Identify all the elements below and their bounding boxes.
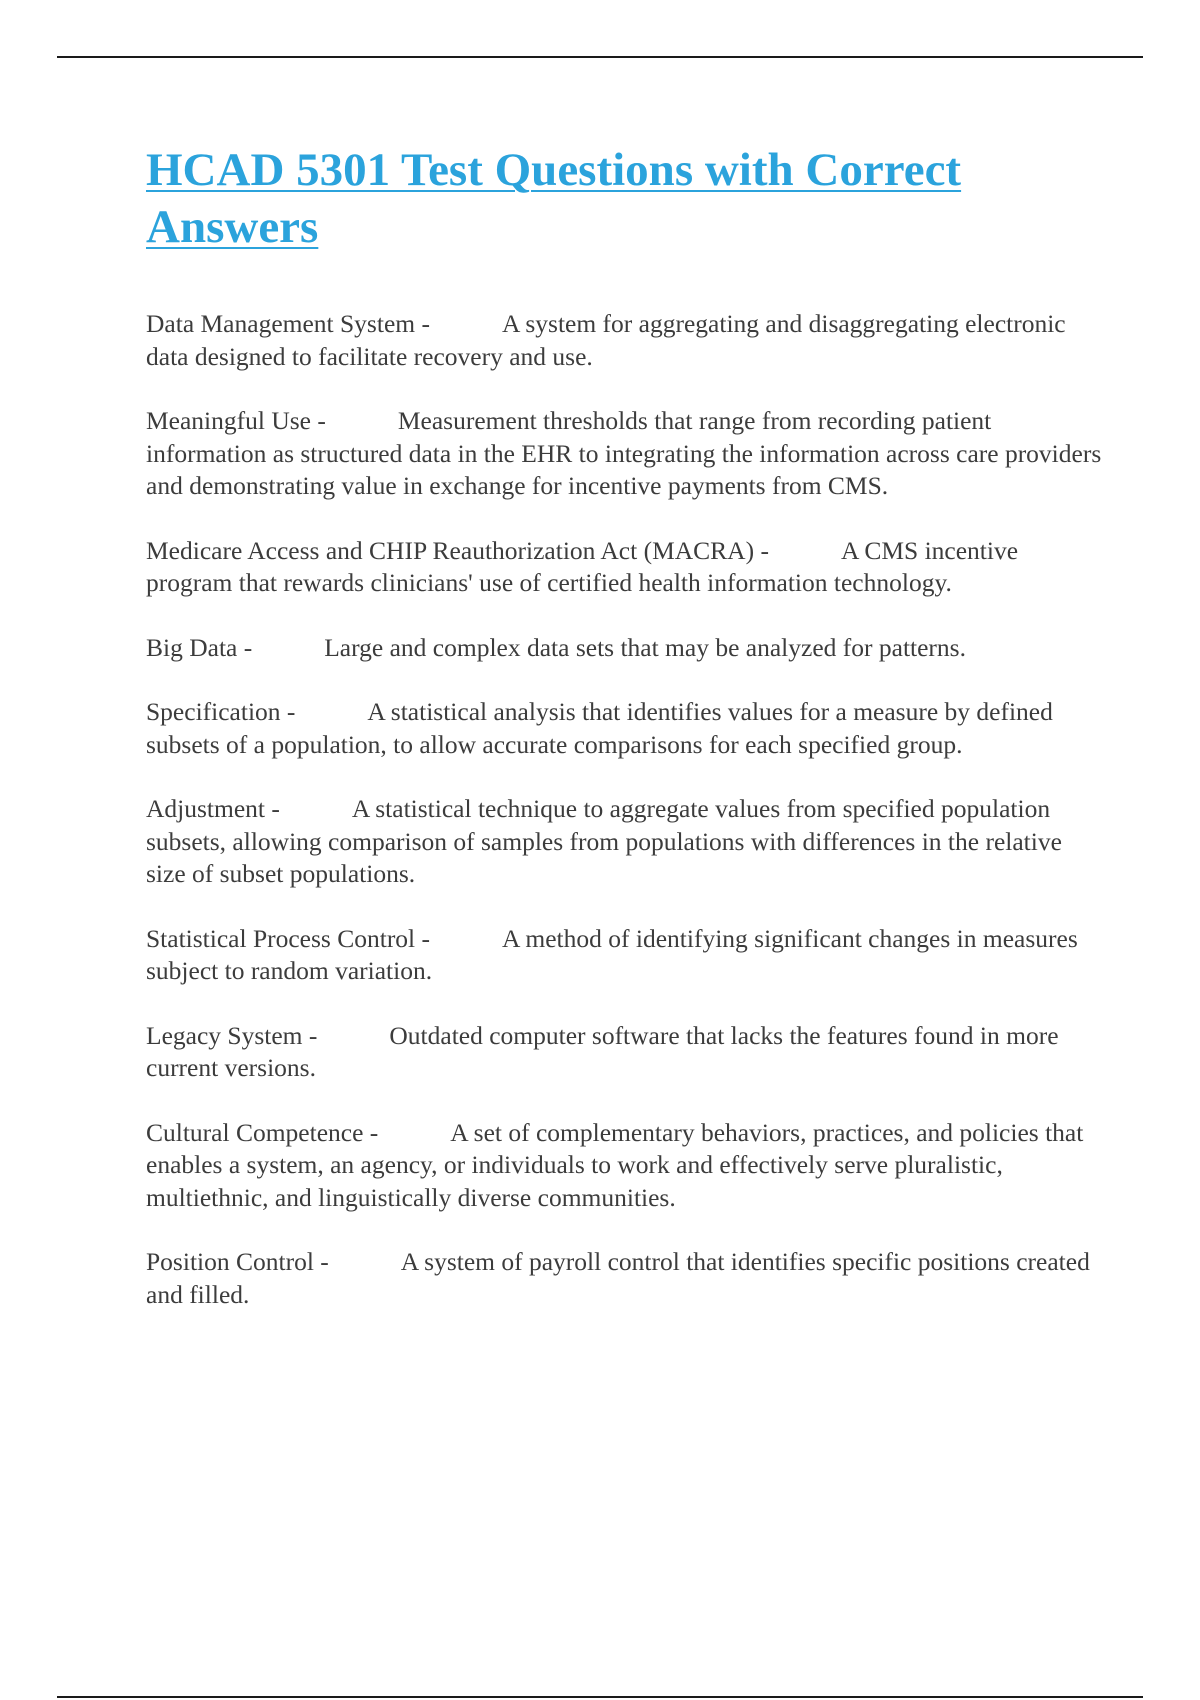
glossary-entry (146, 535, 1106, 600)
entry-definition: A method of identifying significant changes in measures subject to random variation. (146, 923, 1078, 985)
entry-term: Cultural Competence - (146, 1117, 379, 1147)
glossary-entry (146, 308, 1106, 373)
glossary-list (146, 308, 1106, 1343)
glossary-entry (146, 1117, 1106, 1215)
bottom-rule (57, 1696, 1143, 1698)
glossary-entry (146, 793, 1106, 891)
entry-term: Medicare Access and CHIP Reauthorization Act (MACRA) - (146, 535, 769, 565)
entry-term: Meaningful Use - (146, 406, 326, 435)
glossary-entry (146, 696, 1106, 761)
glossary-entry (146, 632, 1106, 665)
entry-definition: Large and complex data sets that may be analyzed for patterns. (324, 632, 966, 662)
entry-term: Legacy System - (146, 1020, 318, 1050)
entry-definition: A set of complementary behaviors, practices, and policies that enables a system, an agency, or individuals to work and effectively serve pluralistic, multiethnic, and linguistically diverse communities. (146, 1117, 1084, 1212)
entry-definition: A statistical analysis that identifies values for a measure by defined subsets of a population, to allow accurate comparisons for each specified group. (146, 697, 1053, 759)
glossary-entry (146, 1020, 1106, 1085)
entry-definition: A system for aggregating and disaggregating electronic data designed to facilitate recovery and use. (146, 309, 1066, 371)
entry-definition: Measurement thresholds that range from recording patient information as structured data in the EHR to integrating the information across care providers and demonstrating value in exchange for incentive payments from CMS. (146, 406, 1102, 500)
glossary-entry (146, 923, 1106, 988)
glossary-entry (146, 1246, 1106, 1311)
entry-definition: A CMS incentive program that rewards clinicians' use of certified health information technology. (146, 535, 1019, 597)
entry-definition: Outdated computer software that lacks the features found in more current versions. (146, 1020, 1059, 1082)
page-title[interactable]: HCAD 5301 Test Questions with Correct Answers (146, 144, 962, 253)
entry-term: Adjustment - (146, 794, 280, 823)
entry-term: Statistical Process Control - (146, 923, 431, 953)
entry-term: Big Data - (146, 632, 253, 662)
top-rule (57, 56, 1143, 58)
entry-definition: A system of payroll control that identifies specific positions created and filled. (146, 1247, 1090, 1309)
entry-term: Data Management System - (146, 309, 430, 338)
entry-term: Specification - (146, 697, 296, 726)
entry-term: Position Control - (146, 1247, 329, 1276)
entry-definition: A statistical technique to aggregate values from specified population subsets, allowing comparison of samples from populations with differences in the relative size of subset populations. (146, 794, 1062, 888)
glossary-entry (146, 405, 1106, 503)
